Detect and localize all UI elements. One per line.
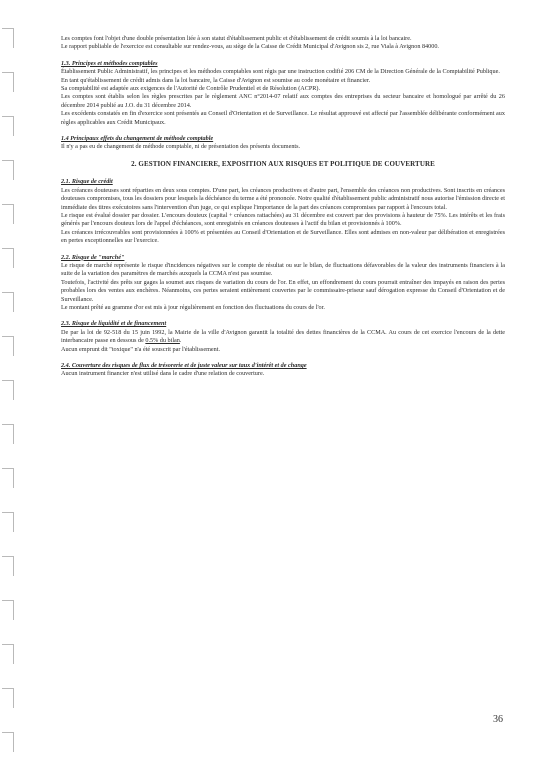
section-heading-2-1: 2.1. Risque de crédit — [61, 178, 113, 186]
binder-tick — [2, 600, 14, 620]
paragraph: Les comptes sont établis selon les règles prescrites par le règlement ANC n°2014-07 relatif aux comptes des entreprises du secteur bancaire et homologué par arrêté du 26 décembre 2014 publié au J.O. du 31 décembre 2014. — [61, 93, 505, 109]
section-heading-1-3: 1.3. Principes et méthodes comptables — [61, 59, 158, 67]
paragraph: En tant qu'établissement de crédit admis dans la loi bancaire, la Caisse d'Avignon est soumise au code monétaire et financier. — [61, 76, 371, 84]
paragraph: Sa comptabilité est adaptée aux exigences de l'Autorité de Contrôle Prudentiel et de Résolution (ACPR). — [61, 85, 321, 93]
paragraph: Le risque est évalué dossier par dossier. L'encours douteux (capital + créances rattachées) au 31 décembre est couvert par des provisions à hauteur de 75%. Les intérêts et les frais générés par l'encours douteux lors de l'appel d'échéances, sont enregistrés en créances douteuses à l'actif du bilan et provisionnés à 100%. — [61, 211, 505, 228]
section-heading-2-3: 2.3. Risque de liquidité et de financement — [61, 320, 167, 328]
paragraph: Le risque de marché représente le risque d'incidences négatives sur le compte de résultat ou sur le bilan, de fluctuations défavorables de la valeur des instruments financiers à la suite de la variation des paramètres de marchés auxquels la CCMA n'est pas soumise. — [61, 261, 505, 278]
binder-tick — [2, 512, 14, 532]
paragraph-text: De par la loi de 92-518 du 15 juin 1992, la Mairie de la ville d'Avignon garantit la totalité des dettes financières de la CCMA. Au cours de cet exercice l'encours de la dette interbancaire passe en dessous de — [61, 328, 505, 345]
paragraph-text: . — [179, 337, 182, 345]
page-number: 36 — [493, 714, 503, 725]
binder-tick — [2, 644, 14, 664]
paragraph: Établissement Public Administratif, les principes et les méthodes comptables sont régis par une instruction codifié 206 CM de la Direction Générale de la Comptabilité Publique. — [61, 68, 500, 76]
paragraph: Le montant prêté au gramme d'or est mis à jour régulièrement en fonction des fluctuations du cours de l'or. — [61, 303, 325, 311]
paragraph: Aucun emprunt dit "toxique" n'a été souscrit par l'établissement. — [61, 345, 221, 353]
binder-tick — [2, 336, 14, 356]
section-heading-1-4: 1.4 Principaux effets du changement de méthode comptable — [61, 135, 214, 143]
binder-tick — [2, 72, 14, 92]
binder-tick — [2, 688, 14, 708]
paragraph: Aucun instrument financier n'est utilisé dans le cadre d'une relation de couverture. — [61, 370, 265, 378]
binder-tick — [2, 732, 14, 752]
binder-tick — [2, 28, 14, 48]
binder-tick — [2, 204, 14, 224]
intro-paragraph: Les comptes font l'objet d'une double présentation liée à son statut d'établissement public et d'établissement de crédit soumis à la loi bancaire. — [61, 35, 412, 42]
binder-tick — [2, 468, 14, 488]
paragraph: Les créances irrécouvrables sont provisionnées à 100% et présentées au Conseil d'Orientation et de Surveillance. Elles sont admises en non-valeur par délibération et enregistrées en pertes exceptionnelles sur l'exercice. — [61, 228, 505, 245]
paragraph: Les créances douteuses sont réparties en deux sous comptes. D'une part, les créances productives et d'autre part, l'ensemble des créances non productives. Sont inscrits en créances douteuses compromises, tous les dossiers pour lesquels la déchéance du terme a été prononcée. Notre qualité d'établissement public administratif nous autorise l'émission directe et immédiate des titres exécutoires sans l'intervention d'un juge, ce qui explique l'importance de la part des créances compromises par rapport à l'encours total. — [61, 186, 505, 211]
binder-tick — [2, 160, 14, 180]
paragraph: Les excédents constatés en fin d'exercice sont présentés au Conseil d'Orientation et de Surveillance. Le résultat approuvé est affecté par l'assemblée délibérante conformément aux règles applicables aux Crédit Municipaux. — [61, 110, 505, 126]
section-heading-2-2: 2.2. Risque de "marché" — [61, 253, 125, 261]
binder-tick — [2, 248, 14, 268]
main-section-heading: 2. GESTION FINANCIERE, EXPOSITION AUX RISQUES ET POLITIQUE DE COUVERTURE — [131, 159, 435, 168]
binder-tick — [2, 424, 14, 444]
underlined-text: 0.5% du bilan — [145, 337, 180, 345]
binder-tick — [2, 380, 14, 400]
binder-tick — [2, 116, 14, 136]
binder-edge — [0, 0, 22, 784]
paragraph — [61, 329, 505, 346]
document-body — [61, 35, 505, 379]
binder-tick — [2, 292, 14, 312]
section-heading-2-4: 2.4. Couverture des risques de flux de trésorerie et de juste valeur sur taux d'intérêt et de change — [61, 362, 307, 369]
binder-tick — [2, 556, 14, 576]
intro-paragraph: Le rapport publiable de l'exercice est consultable sur rendez-vous, au siège de la Caisse de Crédit Municipal d'Avignon sis 2, rue Viala à Avignon 84000. — [61, 43, 439, 51]
paragraph: Toutefois, l'activité des prêts sur gages la soumet aux risques de variation du cours de l'or. En effet, un effondrement du cours pourrait entraîner des impayés en raison des pertes probables lors des ventes aux enchères. Néanmoins, ces pertes seraient entièrement couvertes par le commissaire-priseur sauf dérogation expresse du Conseil d'Orientation et de Surveillance. — [61, 278, 505, 303]
paragraph: Il n'y a pas eu de changement de méthode comptable, ni de présentation des présents documents. — [61, 143, 301, 151]
